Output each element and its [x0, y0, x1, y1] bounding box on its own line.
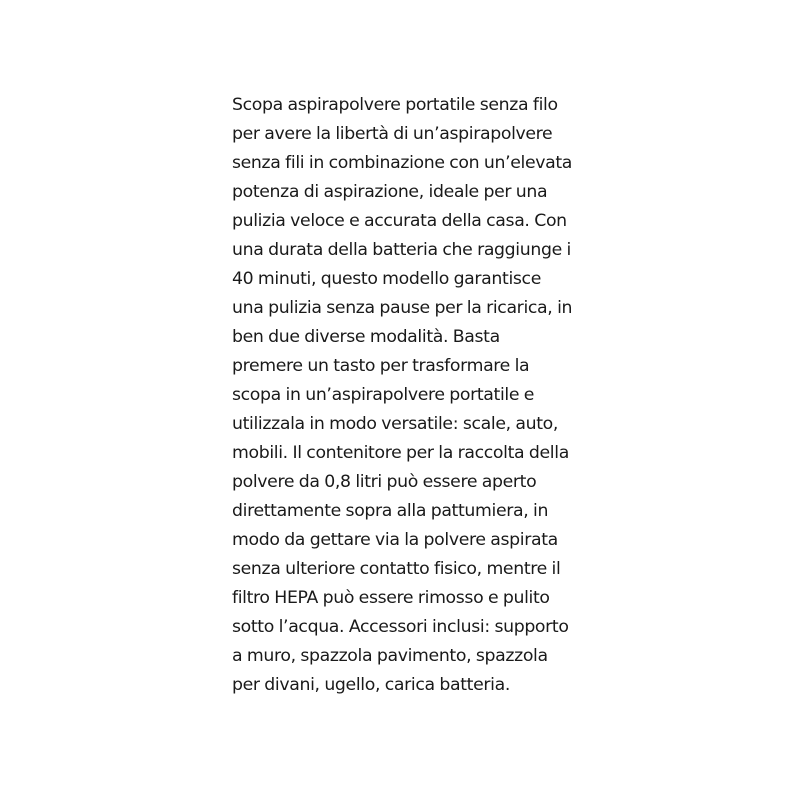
description-line-11: scopa in un’aspirapolvere portatile e [232, 385, 535, 405]
description-line-8: una pulizia senza pause per la ricarica, in [232, 298, 573, 318]
description-line-4: potenza di aspirazione, ideale per una [232, 182, 548, 202]
description-line-2: per avere la libertà di un’aspirapolvere [232, 124, 553, 144]
description-line-21: per divani, ugello, carica batteria. [232, 675, 510, 695]
description-line-1: Scopa aspirapolvere portatile senza filo [232, 95, 558, 115]
description-line-13: mobili. Il contenitore per la raccolta della [232, 443, 569, 463]
description-line-17: senza ulteriore contatto fisico, mentre il [232, 559, 561, 579]
description-line-5: pulizia veloce e accurata della casa. Con [232, 211, 567, 231]
description-line-18: filtro HEPA può essere rimosso e pulito [232, 588, 550, 608]
description-line-9: ben due diverse modalità. Basta [232, 327, 500, 347]
description-line-16: modo da gettare via la polvere aspirata [232, 530, 558, 550]
description-line-19: sotto l’acqua. Accessori inclusi: supporto [232, 617, 569, 637]
description-line-12: utilizzala in modo versatile: scale, auto, [232, 414, 559, 434]
description-line-7: 40 minuti, questo modello garantisce [232, 269, 541, 289]
description-line-6: una durata della batteria che raggiunge i [232, 240, 571, 260]
product-description [232, 91, 592, 700]
description-line-3: senza fili in combinazione con un’elevata [232, 153, 573, 173]
description-line-14: polvere da 0,8 litri può essere aperto [232, 472, 537, 492]
description-line-20: a muro, spazzola pavimento, spazzola [232, 646, 548, 666]
description-line-15: direttamente sopra alla pattumiera, in [232, 501, 549, 521]
description-line-10: premere un tasto per trasformare la [232, 356, 530, 376]
